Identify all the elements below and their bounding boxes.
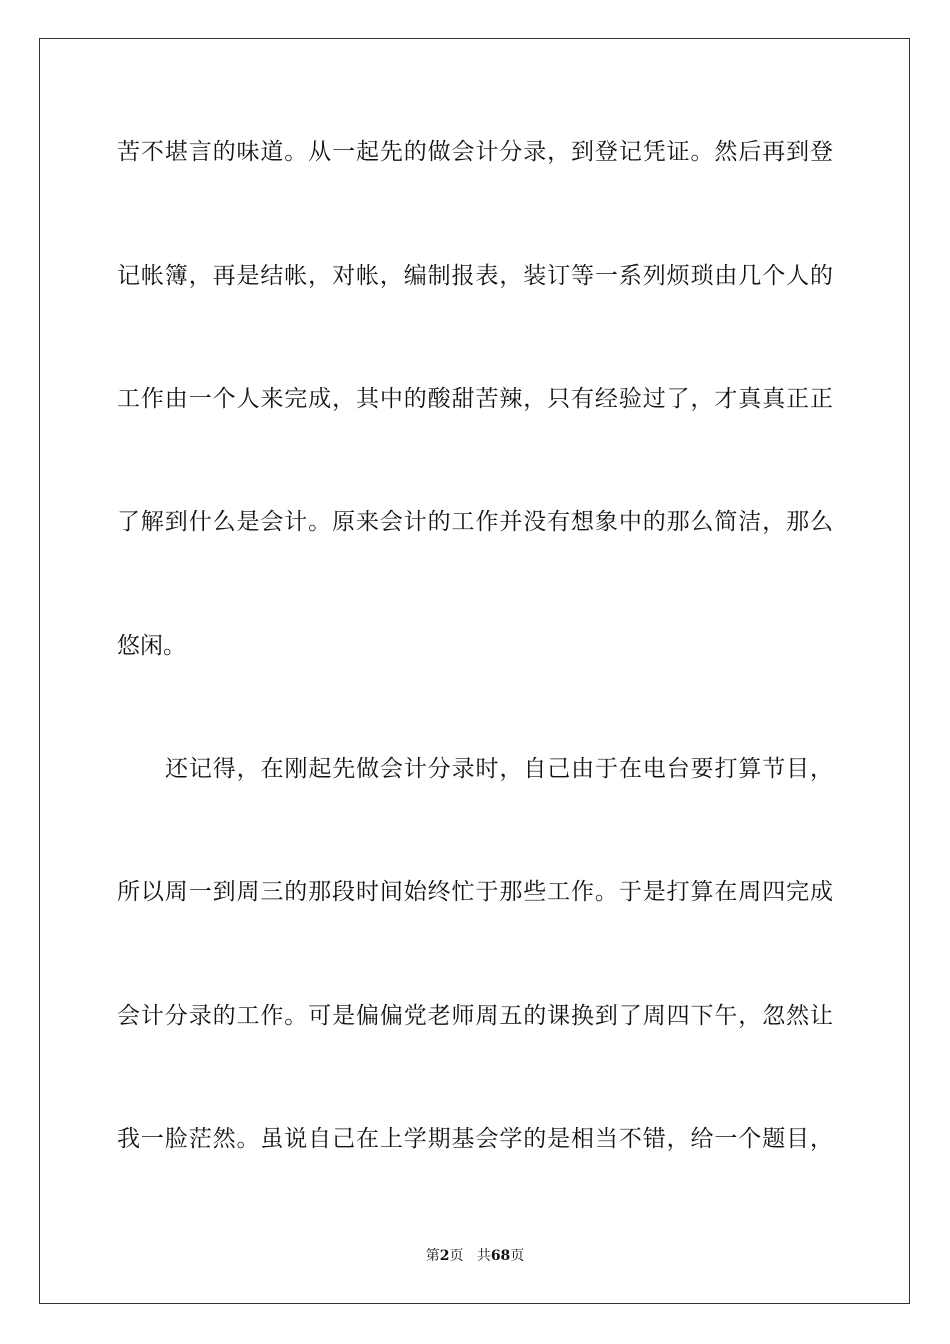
body-line-1: 苦不堪言的味道。从一起先的做会计分录，到登记凭证。然后再到登 (117, 139, 833, 165)
footer-total-suffix: 页 (510, 1248, 525, 1264)
body-line-7: 所以周一到周三的那段时间始终忙于那些工作。于是打算在周四完成 (117, 879, 833, 905)
footer-page-prefix: 第 (425, 1248, 440, 1264)
body-line-6: 还记得，在刚起先做会计分录时，自己由于在电台要打算节目， (165, 756, 833, 782)
body-line-4: 了解到什么是会计。原来会计的工作并没有想象中的那么简洁，那么 (117, 509, 833, 535)
body-line-9: 我一脸茫然。虽说自己在上学期基会学的是相当不错，给一个题目， (117, 1126, 833, 1152)
footer-page-suffix: 页 (449, 1248, 464, 1264)
page-footer (0, 1247, 950, 1265)
footer-page-total: 68 (490, 1248, 511, 1264)
body-line-3: 工作由一个人来完成，其中的酸甜苦辣，只有经验过了，才真真正正 (117, 386, 833, 412)
page-frame (39, 38, 910, 1304)
body-line-8: 会计分录的工作。可是偏偏党老师周五的课换到了周四下午，忽然让 (117, 1003, 833, 1029)
body-line-5: 悠闲。 (117, 633, 186, 659)
footer-page-current: 2 (439, 1248, 450, 1264)
footer-total-prefix: 共 (476, 1248, 491, 1264)
body-line-2: 记帐簿，再是结帐，对帐，编制报表，装订等一系列烦琐由几个人的 (117, 263, 833, 289)
